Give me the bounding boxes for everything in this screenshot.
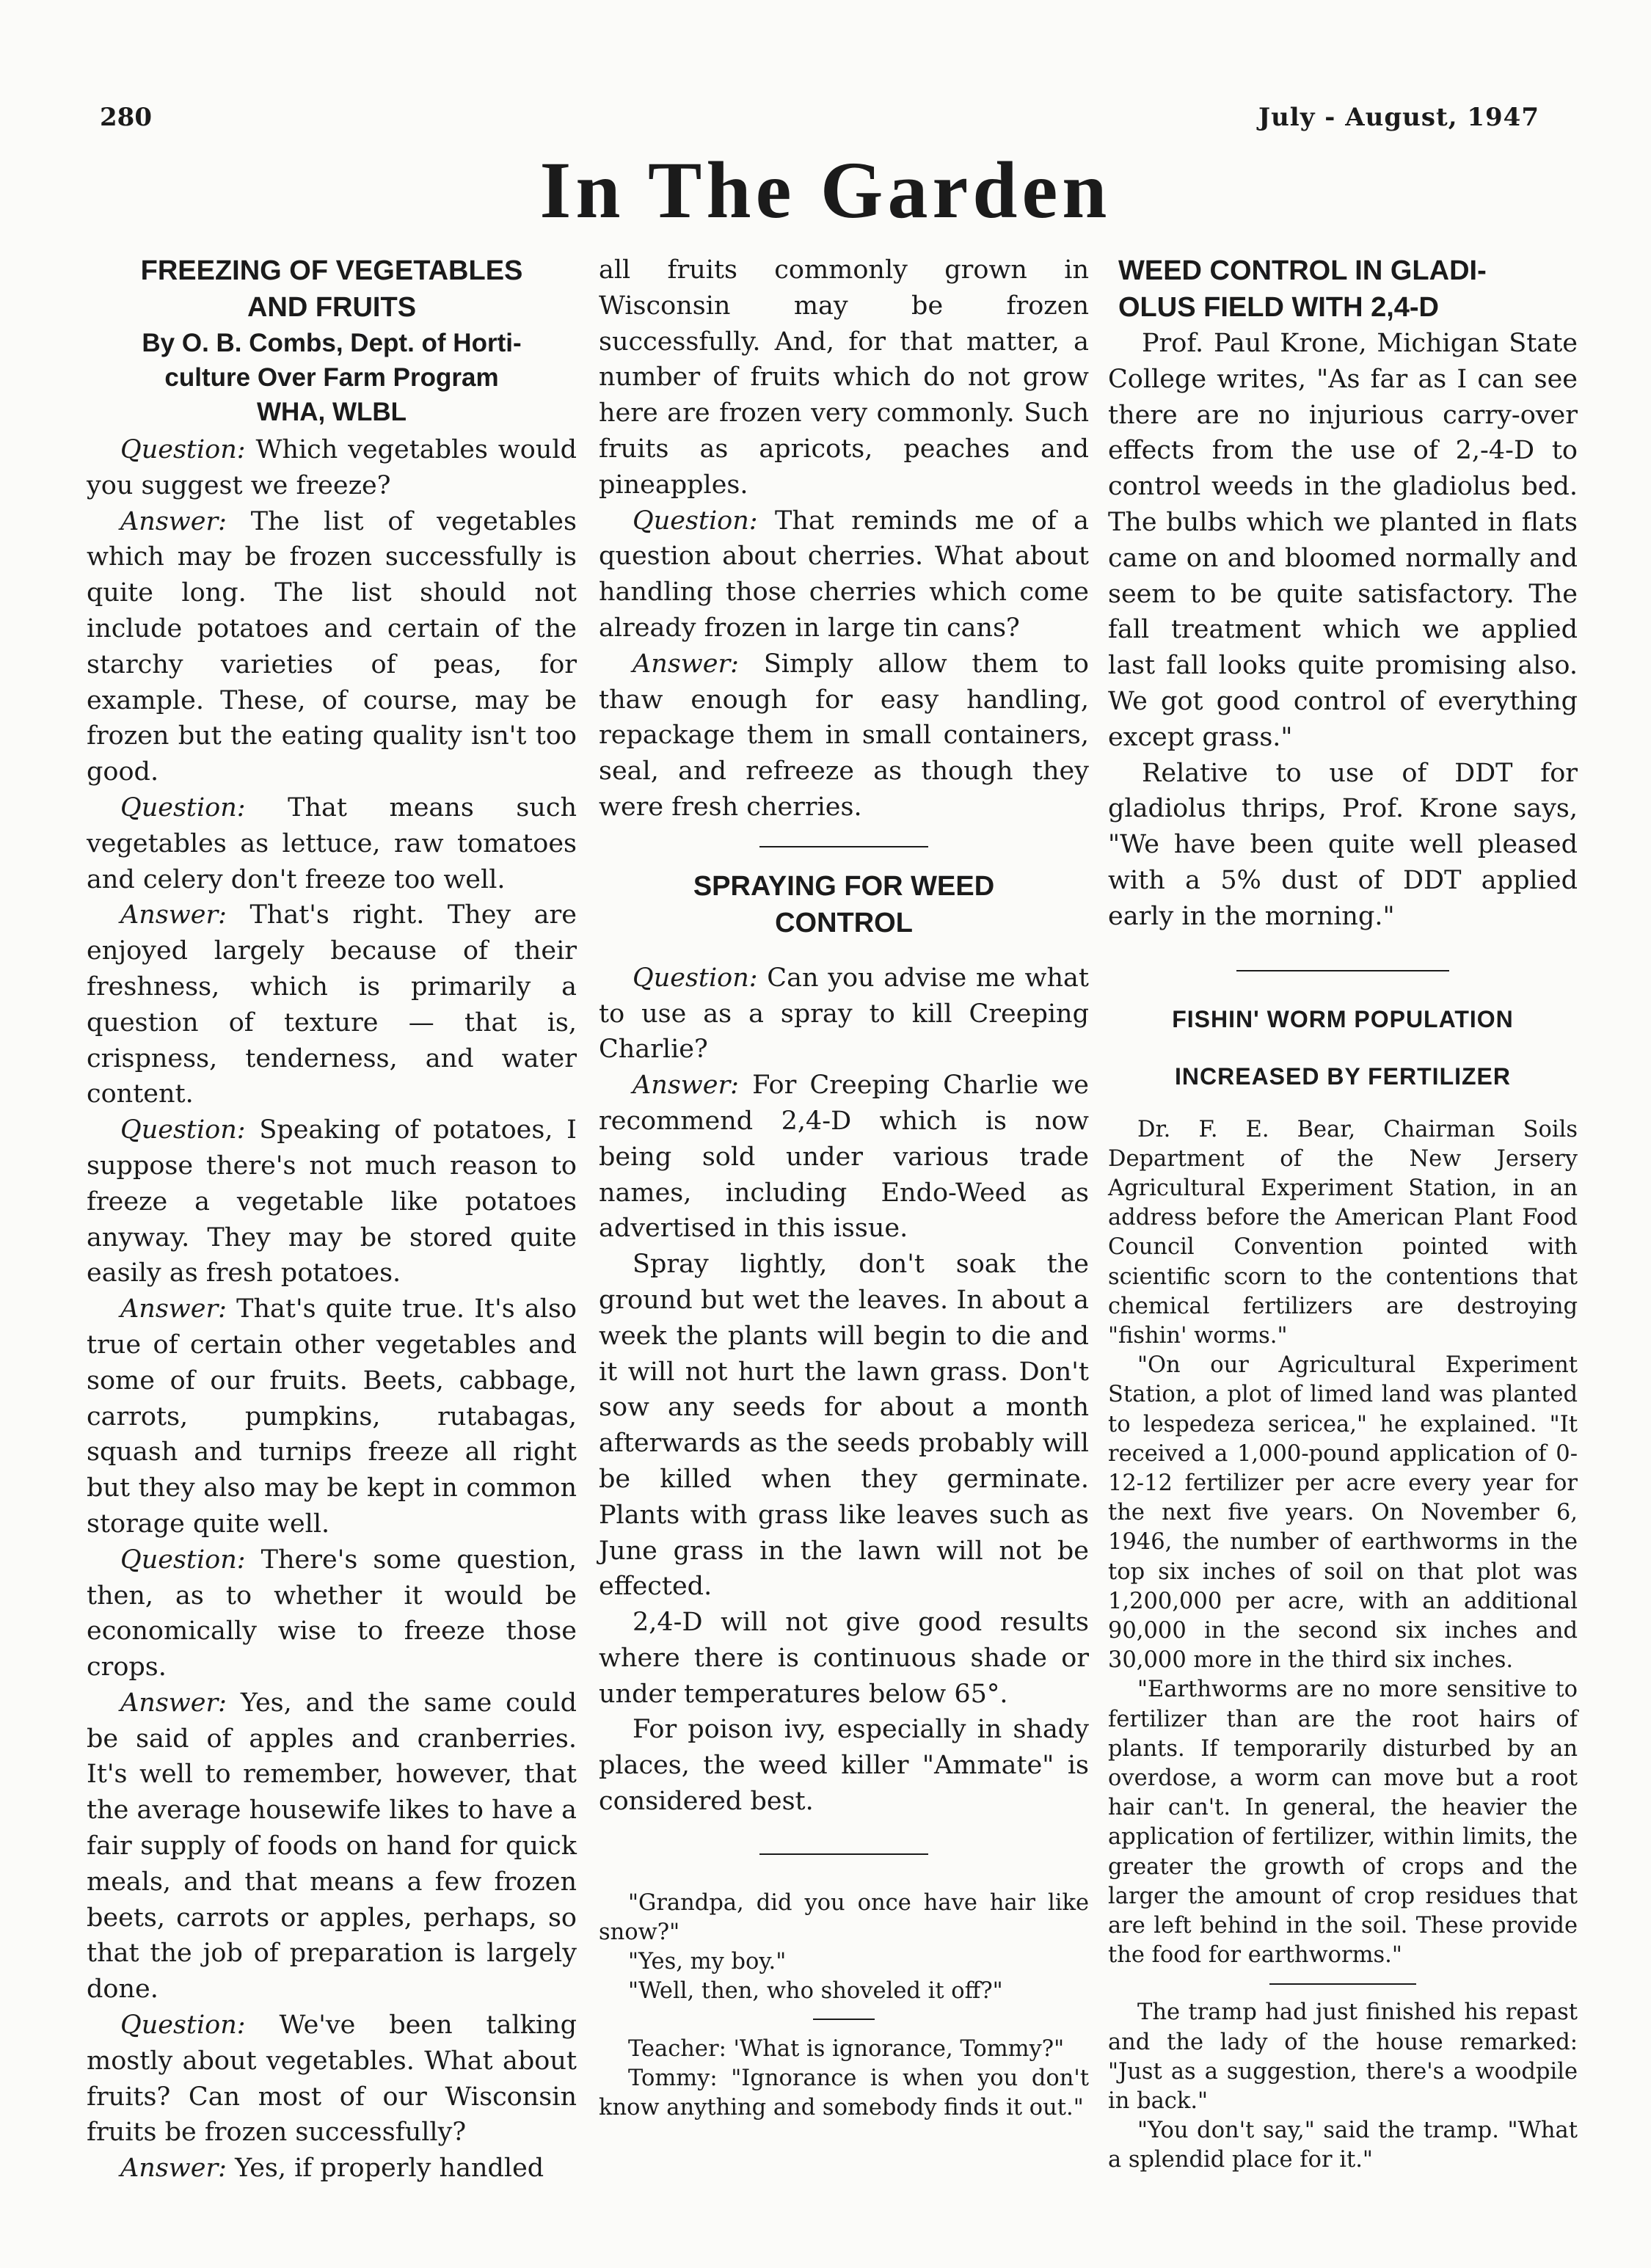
joke-line: Tommy: "Ignorance is when you don't know anything and somebody finds it out." xyxy=(599,2065,1089,2121)
headline-line: CONTROL xyxy=(775,907,913,938)
qa-paragraph xyxy=(87,504,577,790)
qa-label: Question: xyxy=(120,435,246,464)
qa-label: Answer: xyxy=(633,649,739,679)
freezing-byline xyxy=(87,326,577,429)
tramp-joke xyxy=(1108,1998,1578,2175)
issue-date: July - August, 1947 xyxy=(1258,103,1539,132)
qa-text: That's quite true. It's also true of certain other vegetables and some of our fruits. Beets, cabbage, carrots, pumpkins, rutabagas, squash and turnips freeze all right but they also may be kept in common storage quite well. xyxy=(87,1294,577,1539)
joke-line: "Well, then, who shoveled it off?" xyxy=(628,1978,1003,2005)
spraying-headline xyxy=(599,868,1089,941)
headline-line: SPRAYING FOR WEED xyxy=(693,870,995,902)
qa-label: Answer: xyxy=(120,1688,227,1718)
column-left xyxy=(87,252,577,2187)
qa-text: The list of vegetables which may be frozen successfully is quite long. The list should not include potatoes and certain of the starchy varieties of peas, for example. These, of course, may be frozen but the eating quality isn't too good. xyxy=(87,506,577,787)
qa-paragraph xyxy=(599,252,1089,503)
body-paragraph: "On our Agricultural Experiment Station, a plot of limed land was planted to lespedeza sericea," he explained. "It received a 1,000-pound application of 0-12-12 fertilizer per acre every year for the next five years. On November 6, 1946, the number of earthworms in the top six inches of soil on that plot was 1,200,000 per acre, with an additional 90,000 in the second six inches and 30,000 more in the third six inches. xyxy=(1108,1352,1578,1674)
qa-text: There's some question, then, as to whether it would be economically wise to freeze those crops. xyxy=(87,1545,577,1682)
qa-label: Answer: xyxy=(120,900,227,930)
qa-paragraph xyxy=(599,503,1089,646)
qa-text: That means such vegetables as lettuce, raw tomatoes and celery don't freeze too well. xyxy=(87,792,577,894)
qa-text: For Creeping Charlie we recommend 2,4-D which is now being sold under various trade names, including Endo-Weed as advertised in this issue. xyxy=(599,1071,1089,1244)
body-paragraph: "You don't say," said the tramp. "What a splendid place for it." xyxy=(1108,2118,1578,2173)
qa-label: Answer: xyxy=(633,1071,739,1101)
body-paragraph: Relative to use of DDT for gladiolus thrips, Prof. Krone says, "We have been quite well pleased with a 5% dust of DDT applied early in the morning." xyxy=(1108,758,1578,931)
qa-paragraph xyxy=(87,2151,577,2187)
qa-paragraph xyxy=(87,2008,577,2151)
headline-line: FISHIN' WORM POPULATION xyxy=(1172,1005,1514,1032)
spraying-body xyxy=(599,960,1089,1820)
qa-text: Speaking of potatoes, I suppose there's not much reason to freeze a vegetable like potatoes anyway. They may be stored quite easily as fresh potatoes. xyxy=(87,1115,577,1288)
qa-label: Question: xyxy=(633,506,758,536)
qa-label: Question: xyxy=(120,1545,246,1575)
weed-control-article xyxy=(1108,252,1578,935)
headline-line: OLUS FIELD WITH 2,4-D xyxy=(1118,292,1439,323)
qa-label: Question: xyxy=(633,963,758,993)
qa-paragraph xyxy=(87,790,577,897)
freezing-headline xyxy=(87,252,577,326)
qa-text: That's right. They are enjoyed largely because of their freshness, which is primarily a question of texture — that is, crispness, tenderness, and water content. xyxy=(87,900,577,1109)
divider-rule xyxy=(813,2019,875,2020)
qa-label: Answer: xyxy=(120,1294,227,1324)
body-paragraph: 2,4-D will not give good results where there is continuous shade or under temperatures below 65°. xyxy=(599,1608,1089,1709)
qa-paragraph xyxy=(87,897,577,1112)
qa-text: Yes, and the same could be said of apples and cranberries. It's well to remember, however, that the average housewife likes to have a fair supply of foods on hand for quick meals, and that means a few frozen beets, carrots or apples, perhaps, so that the job of preparation is largely done. xyxy=(87,1688,577,2005)
headline-line: AND FRUITS xyxy=(247,292,417,323)
qa-paragraph xyxy=(599,646,1089,825)
byline-line: culture Over Farm Program xyxy=(164,363,499,392)
freezing-continued xyxy=(599,252,1089,825)
headline-line: FREEZING OF VEGETABLES xyxy=(140,255,523,286)
qa-paragraph xyxy=(599,1068,1089,1247)
byline-line: WHA, WLBL xyxy=(256,398,407,426)
qa-label: Question: xyxy=(120,1115,246,1145)
divider-rule xyxy=(759,1853,928,1855)
body-paragraph: The tramp had just finished his repast and the lady of the house remarked: "Just as a suggestion, there's a woodpile in back." xyxy=(1108,1999,1578,2115)
byline-line: By O. B. Combs, Dept. of Horti- xyxy=(142,329,522,357)
qa-paragraph xyxy=(87,1542,577,1685)
qa-paragraph xyxy=(87,1112,577,1291)
column-right xyxy=(1108,252,1578,2176)
joke-line: "Grandpa, did you once have hair like snow?" xyxy=(599,1889,1089,1946)
qa-paragraph xyxy=(87,432,577,504)
body-paragraph: For poison ivy, especially in shady places, the weed killer "Ammate" is considered best. xyxy=(599,1715,1089,1817)
qa-text: Yes, if properly handled xyxy=(235,2154,544,2184)
divider-rule xyxy=(1236,970,1449,971)
page-title: In The Garden xyxy=(539,145,1112,235)
qa-text: That reminds me of a question about cherries. What about handling those cherries which come already frozen in large tin cans? xyxy=(599,506,1089,643)
qa-paragraph xyxy=(599,960,1089,1068)
body-paragraph: Spray lightly, don't soak the ground but wet the leaves. In about a week the plants will begin to die and it will not hurt the lawn grass. Don't sow any seeds for about a month afterwards as the seeds probably will be killed when they germinate. Plants with grass like leaves such as June grass in the lawn will not be effected. xyxy=(599,1250,1089,1602)
column-middle xyxy=(599,252,1089,2123)
qa-label: Answer: xyxy=(120,506,227,536)
body-paragraph: "Earthworms are no more sensitive to fertilizer than are the root hairs of plants. If temporarily disturbed by an overdose, a worm can move but a root hair can't. In general, the heavier the application of fertilizer, within limits, the greater the growth of crops and the larger the amount of crop residues that are left behind in the soil. These provide the food for earthworms." xyxy=(1108,1677,1578,1969)
qa-text: Which vegetables would you suggest we freeze? xyxy=(87,435,577,500)
divider-rule xyxy=(759,846,928,847)
qa-text: all fruits commonly grown in Wisconsin may be frozen successfully. And, for that matter, a number of fruits which do not grow here are frozen very commonly. Such fruits as apricots, peaches and pineapples. xyxy=(599,255,1089,500)
qa-label: Answer: xyxy=(120,2154,227,2184)
qa-label: Question: xyxy=(120,2010,246,2041)
divider-rule xyxy=(1269,1983,1416,1985)
headline-line: WEED CONTROL IN GLADI- xyxy=(1118,255,1487,286)
page-number: 280 xyxy=(100,103,152,132)
qa-paragraph xyxy=(87,1685,577,2008)
fishin-worm-article xyxy=(1108,1001,1578,1971)
qa-text: Simply allow them to thaw enough for easy handling, repackage them in small containers, seal, and refreeze as though they were fresh cherries. xyxy=(599,649,1089,822)
joke-line: "Yes, my boy." xyxy=(628,1949,787,1975)
body-paragraph: Prof. Paul Krone, Michigan State College writes, "As far as I can see there are no injurious carry-over effects from the use of 2,-4-D to control weeds in the gladiolus bed. The bulbs which we planted in flats came on and bloomed normally and seem to be quite satisfactory. The fall treatment which we applied last fall looks quite promising also. We got good control of everything except grass." xyxy=(1108,329,1578,752)
qa-label: Question: xyxy=(120,792,246,823)
headline-line: INCREASED BY FERTILIZER xyxy=(1175,1062,1511,1090)
qa-paragraph xyxy=(87,1291,577,1542)
qa-text: Can you advise me what to use as a spray to kill Creeping Charlie? xyxy=(599,963,1089,1065)
body-paragraph: Dr. F. E. Bear, Chairman Soils Department of the New Jersery Agricultural Experiment Station, in an address before the American Plant Food Council Convention pointed with scientific scorn to the contentions that chemical fertilizers are destroying "fishin' worms." xyxy=(1108,1116,1578,1349)
qa-text: We've been talking mostly about vegetables. What about fruits? Can most of our Wisconsin fruits be frozen successfully? xyxy=(87,2010,577,2148)
joke-line: Teacher: 'What is ignorance, Tommy?" xyxy=(628,2035,1065,2062)
jokes-section xyxy=(599,1889,1089,2123)
freezing-qa xyxy=(87,432,577,2187)
